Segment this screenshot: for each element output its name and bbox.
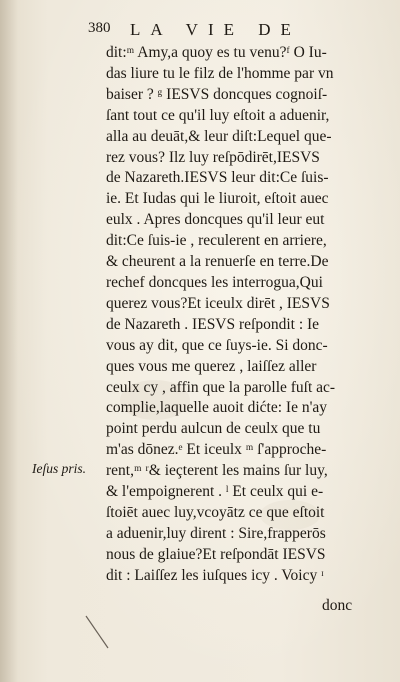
text-line: baiser ? ᵍ IESVS doncques cognoiſ- [106,85,328,103]
text-line: dit : Laiſſez les iuſques icy . Voicy ᶦ [106,566,324,584]
pencil-mark [84,614,114,654]
running-head: LA VIE DE [130,20,301,39]
text-line: ie. Et Iudas qui le liuroit, eſtoit auec [106,190,329,208]
text-line: de Nazareth . IESVS reſpondit : Ie [106,315,320,333]
page-header [88,20,338,42]
text-line: das liure tu le filz de l'homme par vn [106,64,334,82]
text-line: ques vous me querez , laiſſez aller [106,357,317,375]
text-line: querez vous?Et iceulx dirēt , IESVS [106,294,330,312]
page-number: 380 [88,20,111,36]
gutter-shadow [0,0,18,682]
text-line: & cheurent a la renuerſe en terre.De [106,253,329,271]
catchword: donc [322,597,353,614]
text-line: ceulx cy , affin que la parolle fuſt ac- [106,378,336,396]
text-line: nous de glaiue?Et reſpondāt IESVS [106,545,326,563]
text-line: complie,laquelle auoit dićte: Ie n'ay [106,399,327,417]
text-line: vous ay dit, que ce ſuys-ie. Si donc- [106,336,328,354]
text-line: dit:Ce ſuis-ie , reculerent en arriere, [106,232,327,250]
text-line: rez vous? Ilz luy reſpōdirēt,IESVS [106,148,320,166]
text-line: rechef doncques les interrogua,Qui [106,273,323,291]
text-line: a aduenir,luy dirent : Sire,frapperōs [106,524,326,542]
text-line: ſtoiēt auec luy,vcoyātz ce que eſtoit [106,503,325,521]
text-line: m'as dōnez.ᵉ Et iceulx ᵐ ſ'approche- [106,441,327,459]
text-line: & l'empoignerent . ˡ Et ceulx qui e- [106,483,324,501]
text-line: eulx . Apres doncques qu'il leur eut [106,211,325,229]
margin-note: Ieſus pris. [32,461,86,476]
text-line: ſant tout ce qu'il luy eſtoit a aduenir, [106,106,330,124]
text-line: de Nazareth.IESVS leur dit:Ce ſuis- [106,169,329,187]
text-line: dit:ᵐ Amy,a quoy es tu venu?ᶠ O Iu- [106,44,327,61]
text-line: rent,ᵐ ʳ& ieçterent les mains ſur luy, [106,462,328,480]
text-line: alla au deuāt,& leur diſt:Lequel que- [106,127,332,145]
body-text [106,43,368,587]
text-line: point perdu aulcun de ceulx que tu [106,420,321,438]
